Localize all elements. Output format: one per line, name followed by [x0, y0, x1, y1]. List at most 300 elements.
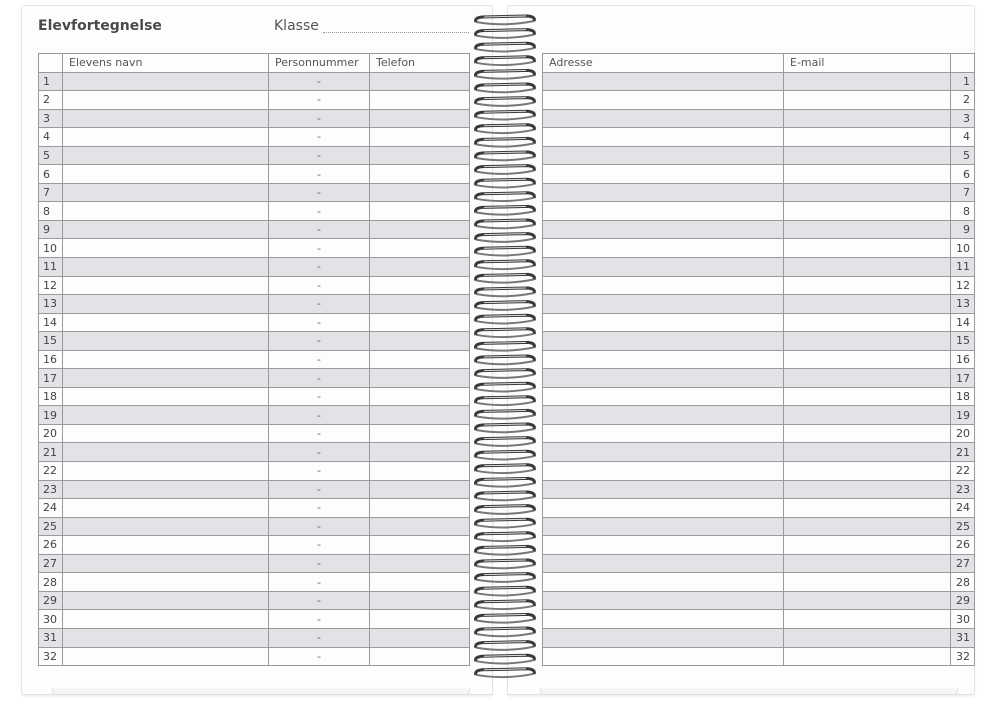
- row-number: 9: [951, 220, 975, 239]
- adresse-cell[interactable]: [543, 72, 784, 91]
- email-cell[interactable]: [784, 462, 951, 481]
- adresse-cell[interactable]: [543, 610, 784, 629]
- telefon-cell[interactable]: [370, 350, 470, 369]
- spiral-ring: [476, 329, 535, 337]
- table-row: [543, 109, 975, 128]
- telefon-cell[interactable]: [370, 72, 470, 91]
- row-number: 5: [951, 146, 975, 165]
- personnummer-cell[interactable]: -: [269, 72, 370, 91]
- name-cell[interactable]: [63, 313, 269, 332]
- spiral-ring: [476, 533, 535, 541]
- name-cell[interactable]: [63, 462, 269, 481]
- row-number: 16: [951, 350, 975, 369]
- row-number: 32: [39, 647, 63, 666]
- table-row: [39, 424, 470, 443]
- email-cell[interactable]: [784, 128, 951, 147]
- spiral-ring: [476, 206, 535, 214]
- table-row: [39, 220, 470, 239]
- telefon-cell[interactable]: [370, 295, 470, 314]
- row-number: 5: [39, 146, 63, 165]
- personnummer-cell[interactable]: -: [269, 332, 370, 351]
- personnummer-cell[interactable]: -: [269, 350, 370, 369]
- student-table-right: [542, 53, 975, 666]
- adresse-cell[interactable]: [543, 536, 784, 555]
- spiral-binding: [470, 8, 540, 688]
- row-number: 20: [39, 424, 63, 443]
- table-row: [39, 480, 470, 499]
- adresse-cell[interactable]: [543, 499, 784, 518]
- row-number: 2: [951, 91, 975, 110]
- spiral-ring: [476, 614, 535, 622]
- table-row: [543, 313, 975, 332]
- klasse-input-line[interactable]: [323, 32, 469, 33]
- spiral-ring: [476, 193, 535, 201]
- spiral-ring: [476, 410, 535, 418]
- email-cell[interactable]: [784, 332, 951, 351]
- spiral-ring: [476, 138, 535, 146]
- telefon-cell[interactable]: [370, 91, 470, 110]
- email-cell[interactable]: [784, 499, 951, 518]
- adresse-cell[interactable]: [543, 554, 784, 573]
- spiral-ring: [476, 234, 535, 242]
- row-number: 15: [39, 332, 63, 351]
- table-row: [39, 443, 470, 462]
- name-cell[interactable]: [63, 573, 269, 592]
- personnummer-cell[interactable]: -: [269, 239, 370, 258]
- adresse-cell[interactable]: [543, 369, 784, 388]
- spiral-ring: [476, 70, 535, 78]
- spiral-ring: [476, 642, 535, 650]
- personnummer-cell[interactable]: -: [269, 536, 370, 555]
- personnummer-cell[interactable]: -: [269, 406, 370, 425]
- personnummer-cell[interactable]: -: [269, 258, 370, 277]
- telefon-cell[interactable]: [370, 554, 470, 573]
- row-number: 10: [951, 239, 975, 258]
- row-number: 7: [39, 183, 63, 202]
- row-number: 18: [951, 387, 975, 406]
- personnummer-cell[interactable]: -: [269, 517, 370, 536]
- row-number: 21: [39, 443, 63, 462]
- personnummer-cell[interactable]: -: [269, 91, 370, 110]
- adresse-cell[interactable]: [543, 239, 784, 258]
- adresse-cell[interactable]: [543, 313, 784, 332]
- personnummer-cell[interactable]: -: [269, 295, 370, 314]
- spiral-ring: [476, 519, 535, 527]
- name-cell[interactable]: [63, 517, 269, 536]
- row-number: 12: [951, 276, 975, 295]
- row-number: 31: [39, 628, 63, 647]
- personnummer-cell[interactable]: -: [269, 499, 370, 518]
- column-header-name: Elevens navn: [63, 54, 269, 73]
- table-row: [543, 628, 975, 647]
- personnummer-cell[interactable]: -: [269, 109, 370, 128]
- table-row: [39, 295, 470, 314]
- spiral-ring: [476, 506, 535, 514]
- name-cell[interactable]: [63, 220, 269, 239]
- table-row: [543, 536, 975, 555]
- row-number: 1: [39, 72, 63, 91]
- row-number: 3: [951, 109, 975, 128]
- email-cell[interactable]: [784, 239, 951, 258]
- spiral-ring: [476, 43, 535, 51]
- telefon-cell[interactable]: [370, 610, 470, 629]
- table-row: [39, 239, 470, 258]
- row-number: 22: [39, 462, 63, 481]
- email-cell[interactable]: [784, 202, 951, 221]
- table-row: [39, 517, 470, 536]
- name-cell[interactable]: [63, 72, 269, 91]
- name-cell[interactable]: [63, 536, 269, 555]
- table-row: [39, 332, 470, 351]
- table-row: [39, 313, 470, 332]
- adresse-cell[interactable]: [543, 91, 784, 110]
- table-row: [543, 554, 975, 573]
- table-row: [543, 424, 975, 443]
- telefon-cell[interactable]: [370, 109, 470, 128]
- table-row: [39, 165, 470, 184]
- row-number: 27: [951, 554, 975, 573]
- telefon-cell[interactable]: [370, 647, 470, 666]
- email-cell[interactable]: [784, 610, 951, 629]
- name-cell[interactable]: [63, 387, 269, 406]
- personnummer-cell[interactable]: -: [269, 165, 370, 184]
- name-cell[interactable]: [63, 202, 269, 221]
- telefon-cell[interactable]: [370, 128, 470, 147]
- table-row: [39, 628, 470, 647]
- name-cell[interactable]: [63, 276, 269, 295]
- name-cell[interactable]: [63, 295, 269, 314]
- adresse-cell[interactable]: [543, 128, 784, 147]
- adresse-cell[interactable]: [543, 628, 784, 647]
- adresse-cell[interactable]: [543, 165, 784, 184]
- personnummer-cell[interactable]: -: [269, 424, 370, 443]
- telefon-cell[interactable]: [370, 369, 470, 388]
- email-cell[interactable]: [784, 647, 951, 666]
- row-number: 24: [39, 499, 63, 518]
- adresse-cell[interactable]: [543, 109, 784, 128]
- spiral-ring: [476, 438, 535, 446]
- row-number: 32: [951, 647, 975, 666]
- name-cell[interactable]: [63, 165, 269, 184]
- table-row: [39, 499, 470, 518]
- telefon-cell[interactable]: [370, 480, 470, 499]
- personnummer-cell[interactable]: -: [269, 220, 370, 239]
- personnummer-cell[interactable]: -: [269, 313, 370, 332]
- row-number: 17: [951, 369, 975, 388]
- email-cell[interactable]: [784, 406, 951, 425]
- telefon-cell[interactable]: [370, 276, 470, 295]
- name-cell[interactable]: [63, 239, 269, 258]
- name-cell[interactable]: [63, 146, 269, 165]
- table-row: [543, 165, 975, 184]
- row-number: 20: [951, 424, 975, 443]
- name-cell[interactable]: [63, 480, 269, 499]
- email-cell[interactable]: [784, 443, 951, 462]
- email-cell[interactable]: [784, 295, 951, 314]
- telefon-cell[interactable]: [370, 628, 470, 647]
- name-cell[interactable]: [63, 109, 269, 128]
- row-number: 29: [951, 591, 975, 610]
- telefon-cell[interactable]: [370, 387, 470, 406]
- name-cell[interactable]: [63, 332, 269, 351]
- adresse-cell[interactable]: [543, 480, 784, 499]
- name-cell[interactable]: [63, 591, 269, 610]
- table-row: [39, 258, 470, 277]
- email-cell[interactable]: [784, 276, 951, 295]
- email-cell[interactable]: [784, 165, 951, 184]
- row-number: 25: [951, 517, 975, 536]
- personnummer-cell[interactable]: -: [269, 276, 370, 295]
- row-number: 29: [39, 591, 63, 610]
- column-header-adresse: Adresse: [543, 54, 784, 73]
- email-cell[interactable]: [784, 369, 951, 388]
- adresse-cell[interactable]: [543, 387, 784, 406]
- right-page-tab: [540, 688, 958, 695]
- spiral-ring: [476, 492, 535, 500]
- row-number: 19: [39, 406, 63, 425]
- left-page-tab: [52, 688, 470, 695]
- telefon-cell[interactable]: [370, 573, 470, 592]
- spiral-ring: [476, 166, 535, 174]
- row-number: 23: [39, 480, 63, 499]
- spiral-ring: [476, 383, 535, 391]
- personnummer-cell[interactable]: -: [269, 591, 370, 610]
- table-row: [543, 258, 975, 277]
- personnummer-cell[interactable]: -: [269, 462, 370, 481]
- table-row: [543, 202, 975, 221]
- personnummer-cell[interactable]: -: [269, 387, 370, 406]
- row-number: 26: [39, 536, 63, 555]
- row-number: 13: [951, 295, 975, 314]
- table-row: [543, 647, 975, 666]
- table-row: [543, 276, 975, 295]
- table-row: [543, 128, 975, 147]
- personnummer-cell[interactable]: -: [269, 480, 370, 499]
- adresse-cell[interactable]: [543, 591, 784, 610]
- email-cell[interactable]: [784, 480, 951, 499]
- spiral-ring: [476, 30, 535, 38]
- row-number: 15: [951, 332, 975, 351]
- email-cell[interactable]: [784, 424, 951, 443]
- personnummer-cell[interactable]: -: [269, 647, 370, 666]
- row-number: 13: [39, 295, 63, 314]
- row-number: 26: [951, 536, 975, 555]
- telefon-cell[interactable]: [370, 220, 470, 239]
- name-cell[interactable]: [63, 424, 269, 443]
- email-cell[interactable]: [784, 591, 951, 610]
- adresse-cell[interactable]: [543, 183, 784, 202]
- row-number: 24: [951, 499, 975, 518]
- row-number: 4: [951, 128, 975, 147]
- personnummer-cell[interactable]: -: [269, 183, 370, 202]
- spiral-ring: [476, 601, 535, 609]
- email-cell[interactable]: [784, 91, 951, 110]
- personnummer-cell[interactable]: -: [269, 554, 370, 573]
- spiral-ring: [476, 587, 535, 595]
- name-cell[interactable]: [63, 258, 269, 277]
- adresse-cell[interactable]: [543, 276, 784, 295]
- name-cell[interactable]: [63, 128, 269, 147]
- name-cell[interactable]: [63, 91, 269, 110]
- telefon-cell[interactable]: [370, 146, 470, 165]
- row-number: 6: [39, 165, 63, 184]
- personnummer-cell[interactable]: -: [269, 443, 370, 462]
- telefon-cell[interactable]: [370, 424, 470, 443]
- name-cell[interactable]: [63, 610, 269, 629]
- telefon-cell[interactable]: [370, 517, 470, 536]
- table-row: [39, 554, 470, 573]
- table-row: [39, 591, 470, 610]
- email-cell[interactable]: [784, 628, 951, 647]
- email-cell[interactable]: [784, 573, 951, 592]
- telefon-cell[interactable]: [370, 591, 470, 610]
- telefon-cell[interactable]: [370, 332, 470, 351]
- email-cell[interactable]: [784, 554, 951, 573]
- telefon-cell[interactable]: [370, 406, 470, 425]
- telefon-cell[interactable]: [370, 536, 470, 555]
- row-number: 11: [951, 258, 975, 277]
- adresse-cell[interactable]: [543, 295, 784, 314]
- table-row: [39, 610, 470, 629]
- spiral-ring: [476, 424, 535, 432]
- spiral-ring: [476, 669, 535, 677]
- row-number: 1: [951, 72, 975, 91]
- adresse-cell[interactable]: [543, 443, 784, 462]
- row-number: 8: [39, 202, 63, 221]
- table-row: [543, 406, 975, 425]
- telefon-cell[interactable]: [370, 202, 470, 221]
- personnummer-cell[interactable]: -: [269, 128, 370, 147]
- telefon-cell[interactable]: [370, 499, 470, 518]
- adresse-cell[interactable]: [543, 573, 784, 592]
- personnummer-cell[interactable]: -: [269, 146, 370, 165]
- column-header-telefon: Telefon: [370, 54, 470, 73]
- row-number: 10: [39, 239, 63, 258]
- table-row: [543, 295, 975, 314]
- row-number: 22: [951, 462, 975, 481]
- spiral-ring: [476, 302, 535, 310]
- email-cell[interactable]: [784, 72, 951, 91]
- adresse-cell[interactable]: [543, 424, 784, 443]
- name-cell[interactable]: [63, 443, 269, 462]
- table-row: [543, 183, 975, 202]
- spiral-ring: [476, 356, 535, 364]
- row-number: 17: [39, 369, 63, 388]
- spiral-ring: [476, 574, 535, 582]
- telefon-cell[interactable]: [370, 183, 470, 202]
- table-row: [543, 239, 975, 258]
- row-number: 6: [951, 165, 975, 184]
- personnummer-cell[interactable]: -: [269, 369, 370, 388]
- name-cell[interactable]: [63, 499, 269, 518]
- personnummer-cell[interactable]: -: [269, 628, 370, 647]
- spiral-ring: [476, 465, 535, 473]
- personnummer-cell[interactable]: -: [269, 202, 370, 221]
- personnummer-cell[interactable]: -: [269, 573, 370, 592]
- table-row: [39, 72, 470, 91]
- email-cell[interactable]: [784, 258, 951, 277]
- adresse-cell[interactable]: [543, 258, 784, 277]
- table-row: [543, 369, 975, 388]
- row-number: 8: [951, 202, 975, 221]
- name-cell[interactable]: [63, 554, 269, 573]
- adresse-cell[interactable]: [543, 332, 784, 351]
- telefon-cell[interactable]: [370, 313, 470, 332]
- spiral-ring: [476, 342, 535, 350]
- telefon-cell[interactable]: [370, 443, 470, 462]
- personnummer-cell[interactable]: -: [269, 610, 370, 629]
- row-number: 31: [951, 628, 975, 647]
- spiral-ring: [476, 451, 535, 459]
- name-cell[interactable]: [63, 183, 269, 202]
- row-number: 23: [951, 480, 975, 499]
- spiral-ring: [476, 274, 535, 282]
- row-number: 14: [39, 313, 63, 332]
- column-header-number-right: [951, 54, 975, 73]
- adresse-cell[interactable]: [543, 462, 784, 481]
- column-header-number: [39, 54, 63, 73]
- name-cell[interactable]: [63, 647, 269, 666]
- row-number: 14: [951, 313, 975, 332]
- column-header-personnummer: Personnummer: [269, 54, 370, 73]
- telefon-cell[interactable]: [370, 258, 470, 277]
- table-row: [39, 573, 470, 592]
- table-row: [543, 91, 975, 110]
- adresse-cell[interactable]: [543, 406, 784, 425]
- name-cell[interactable]: [63, 628, 269, 647]
- spiral-ring: [476, 628, 535, 636]
- spiral-ring: [476, 152, 535, 160]
- adresse-cell[interactable]: [543, 220, 784, 239]
- email-cell[interactable]: [784, 146, 951, 165]
- email-cell[interactable]: [784, 183, 951, 202]
- email-cell[interactable]: [784, 350, 951, 369]
- spiral-ring: [476, 16, 535, 24]
- telefon-cell[interactable]: [370, 462, 470, 481]
- name-cell[interactable]: [63, 350, 269, 369]
- column-header-email: E-mail: [784, 54, 951, 73]
- telefon-cell[interactable]: [370, 239, 470, 258]
- email-cell[interactable]: [784, 109, 951, 128]
- spiral-ring: [476, 84, 535, 92]
- row-number: 28: [951, 573, 975, 592]
- student-table-left: [38, 53, 470, 666]
- email-cell[interactable]: [784, 517, 951, 536]
- table-row: [543, 350, 975, 369]
- adresse-cell[interactable]: [543, 350, 784, 369]
- table-row: [39, 406, 470, 425]
- table-row: [543, 517, 975, 536]
- adresse-cell[interactable]: [543, 202, 784, 221]
- adresse-cell[interactable]: [543, 517, 784, 536]
- page-title: Elevfortegnelse: [38, 18, 162, 34]
- email-cell[interactable]: [784, 536, 951, 555]
- spiral-ring: [476, 560, 535, 568]
- email-cell[interactable]: [784, 387, 951, 406]
- adresse-cell[interactable]: [543, 146, 784, 165]
- spiral-ring: [476, 111, 535, 119]
- table-row: [543, 591, 975, 610]
- email-cell[interactable]: [784, 220, 951, 239]
- spiral-ring: [476, 220, 535, 228]
- adresse-cell[interactable]: [543, 647, 784, 666]
- name-cell[interactable]: [63, 406, 269, 425]
- telefon-cell[interactable]: [370, 165, 470, 184]
- table-row: [543, 146, 975, 165]
- name-cell[interactable]: [63, 369, 269, 388]
- row-number: 21: [951, 443, 975, 462]
- email-cell[interactable]: [784, 313, 951, 332]
